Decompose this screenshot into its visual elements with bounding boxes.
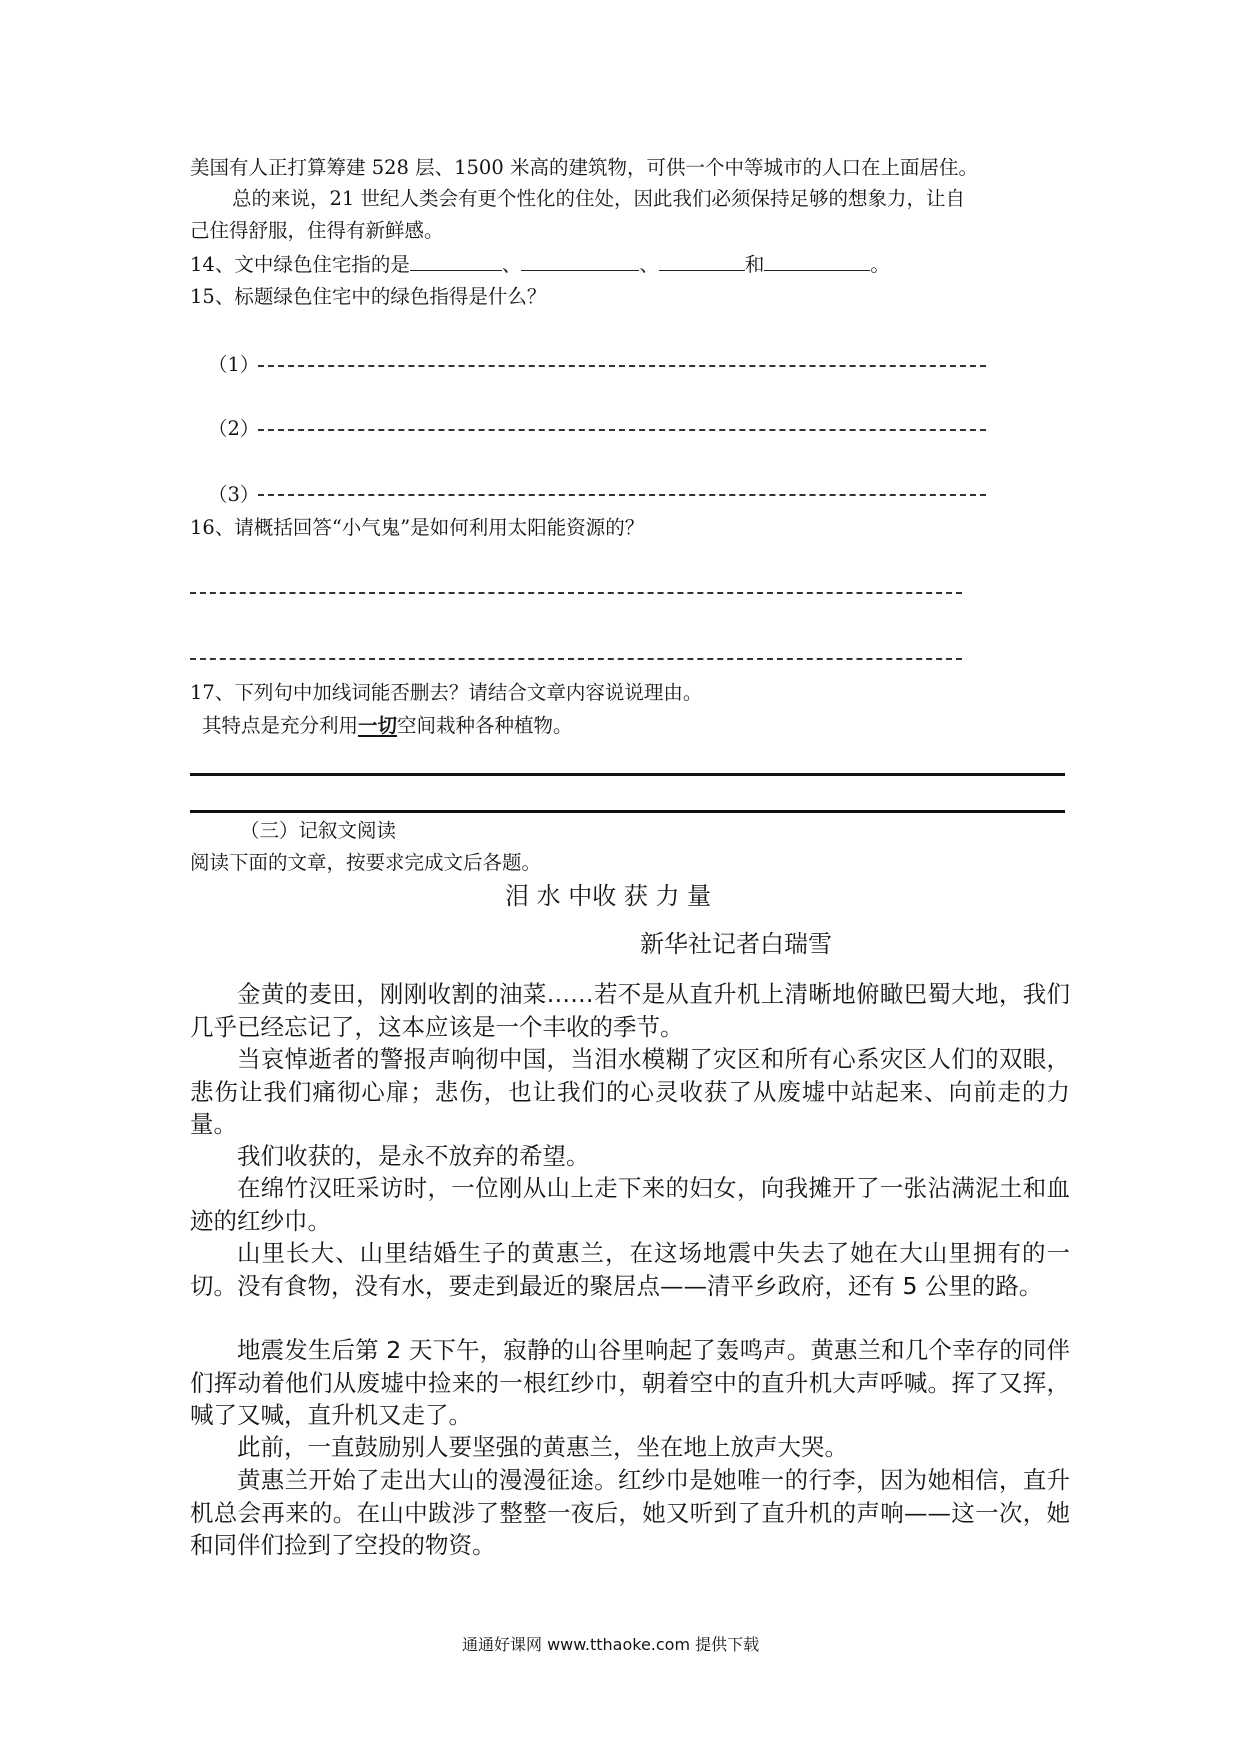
passage-line: 总的来说，21 世纪人类会有更个性化的住处，因此我们必须保持足够的想象力，让自 bbox=[232, 187, 966, 210]
article-paragraph: 我们收获的，是永不放弃的希望。 bbox=[237, 1142, 590, 1170]
question-17: 17、下列句中加线词能否删去？请结合文章内容说说理由。 bbox=[190, 681, 703, 704]
article-paragraph: 此前，一直鼓励别人要坚强的黄惠兰，坐在地上放声大哭。 bbox=[237, 1433, 848, 1461]
answer-blank[interactable] bbox=[521, 252, 639, 271]
passage-line: 己住得舒服，住得有新鲜感。 bbox=[190, 219, 444, 242]
question-14-text: 14、文中绿色住宅指的是 bbox=[190, 253, 410, 276]
answer-blank[interactable] bbox=[659, 252, 745, 271]
article-paragraph: 金黄的麦田，刚刚收割的油菜……若不是从直升机上清晰地俯瞰巴蜀大地，我们几乎已经忘记了，这本应该是一个丰收的季节。 bbox=[190, 980, 1070, 1041]
footer-text: 通通好课网 www.tthaoke.com 提供下载 bbox=[462, 1635, 760, 1654]
question-17-sentence bbox=[202, 713, 573, 739]
section-heading: （三）记叙文阅读 bbox=[240, 819, 397, 842]
sentence-text: 其特点是充分利用 bbox=[202, 714, 359, 737]
question-14 bbox=[190, 252, 890, 278]
answer-label: （2） bbox=[208, 417, 260, 440]
answer-line[interactable] bbox=[258, 494, 986, 496]
passage-line: 美国有人正打算筹建 528 层、1500 米高的建筑物，可供一个中等城市的人口在上面居住。 bbox=[190, 156, 978, 179]
answer-label: （3） bbox=[208, 483, 260, 506]
section-instruction: 阅读下面的文章，按要求完成文后各题。 bbox=[190, 851, 542, 874]
underlined-word: 一切 bbox=[358, 714, 398, 737]
separator: 、 bbox=[639, 253, 659, 276]
answer-blank[interactable] bbox=[410, 252, 502, 271]
question-15: 15、标题绿色住宅中的绿色指得是什么？ bbox=[190, 285, 547, 308]
article-paragraph: 在绵竹汉旺采访时，一位刚从山上走下来的妇女，向我摊开了一张沾满泥土和血迹的红纱巾。 bbox=[190, 1174, 1070, 1235]
article-paragraph: 山里长大、山里结婚生子的黄惠兰，在这场地震中失去了她在大山里拥有的一切。没有食物，没有水，要走到最近的聚居点——清平乡政府，还有 5 公里的路。 bbox=[190, 1239, 1070, 1300]
article-paragraph: 当哀悼逝者的警报声响彻中国，当泪水模糊了灾区和所有心系灾区人们的双眼，悲伤让我们痛彻心扉；悲伤，也让我们的心灵收获了从废墟中站起来、向前走的力量。 bbox=[190, 1045, 1070, 1138]
separator: 、 bbox=[501, 253, 522, 276]
answer-rule[interactable] bbox=[190, 773, 1065, 776]
answer-label: （1） bbox=[208, 353, 260, 376]
sentence-text: 空间栽种各种植物。 bbox=[397, 714, 573, 737]
separator: 。 bbox=[870, 253, 890, 276]
article-byline: 新华社记者白瑞雪 bbox=[640, 930, 832, 958]
separator: 和 bbox=[744, 253, 765, 276]
answer-rule[interactable] bbox=[190, 810, 1065, 813]
answer-line[interactable] bbox=[258, 365, 986, 367]
article-paragraph: 地震发生后第 2 天下午，寂静的山谷里响起了轰鸣声。黄惠兰和几个幸存的同伴们挥动着他们从废墟中捡来的一根红纱巾，朝着空中的直升机大声呼喊。挥了又挥，喊了又喊，直升机又走了。 bbox=[190, 1336, 1070, 1429]
question-16: 16、请概括回答“小气鬼”是如何利用太阳能资源的？ bbox=[190, 516, 645, 539]
answer-line[interactable] bbox=[190, 592, 962, 594]
article-title: 泪 水 中收 获 力 量 bbox=[505, 882, 712, 910]
answer-line[interactable] bbox=[258, 429, 986, 431]
answer-blank[interactable] bbox=[764, 252, 870, 271]
answer-line[interactable] bbox=[190, 658, 962, 660]
article-paragraph: 黄惠兰开始了走出大山的漫漫征途。红纱巾是她唯一的行李，因为她相信，直升机总会再来的。在山中跋涉了整整一夜后，她又听到了直升机的声响——这一次，她和同伴们捡到了空投的物资。 bbox=[190, 1466, 1070, 1559]
